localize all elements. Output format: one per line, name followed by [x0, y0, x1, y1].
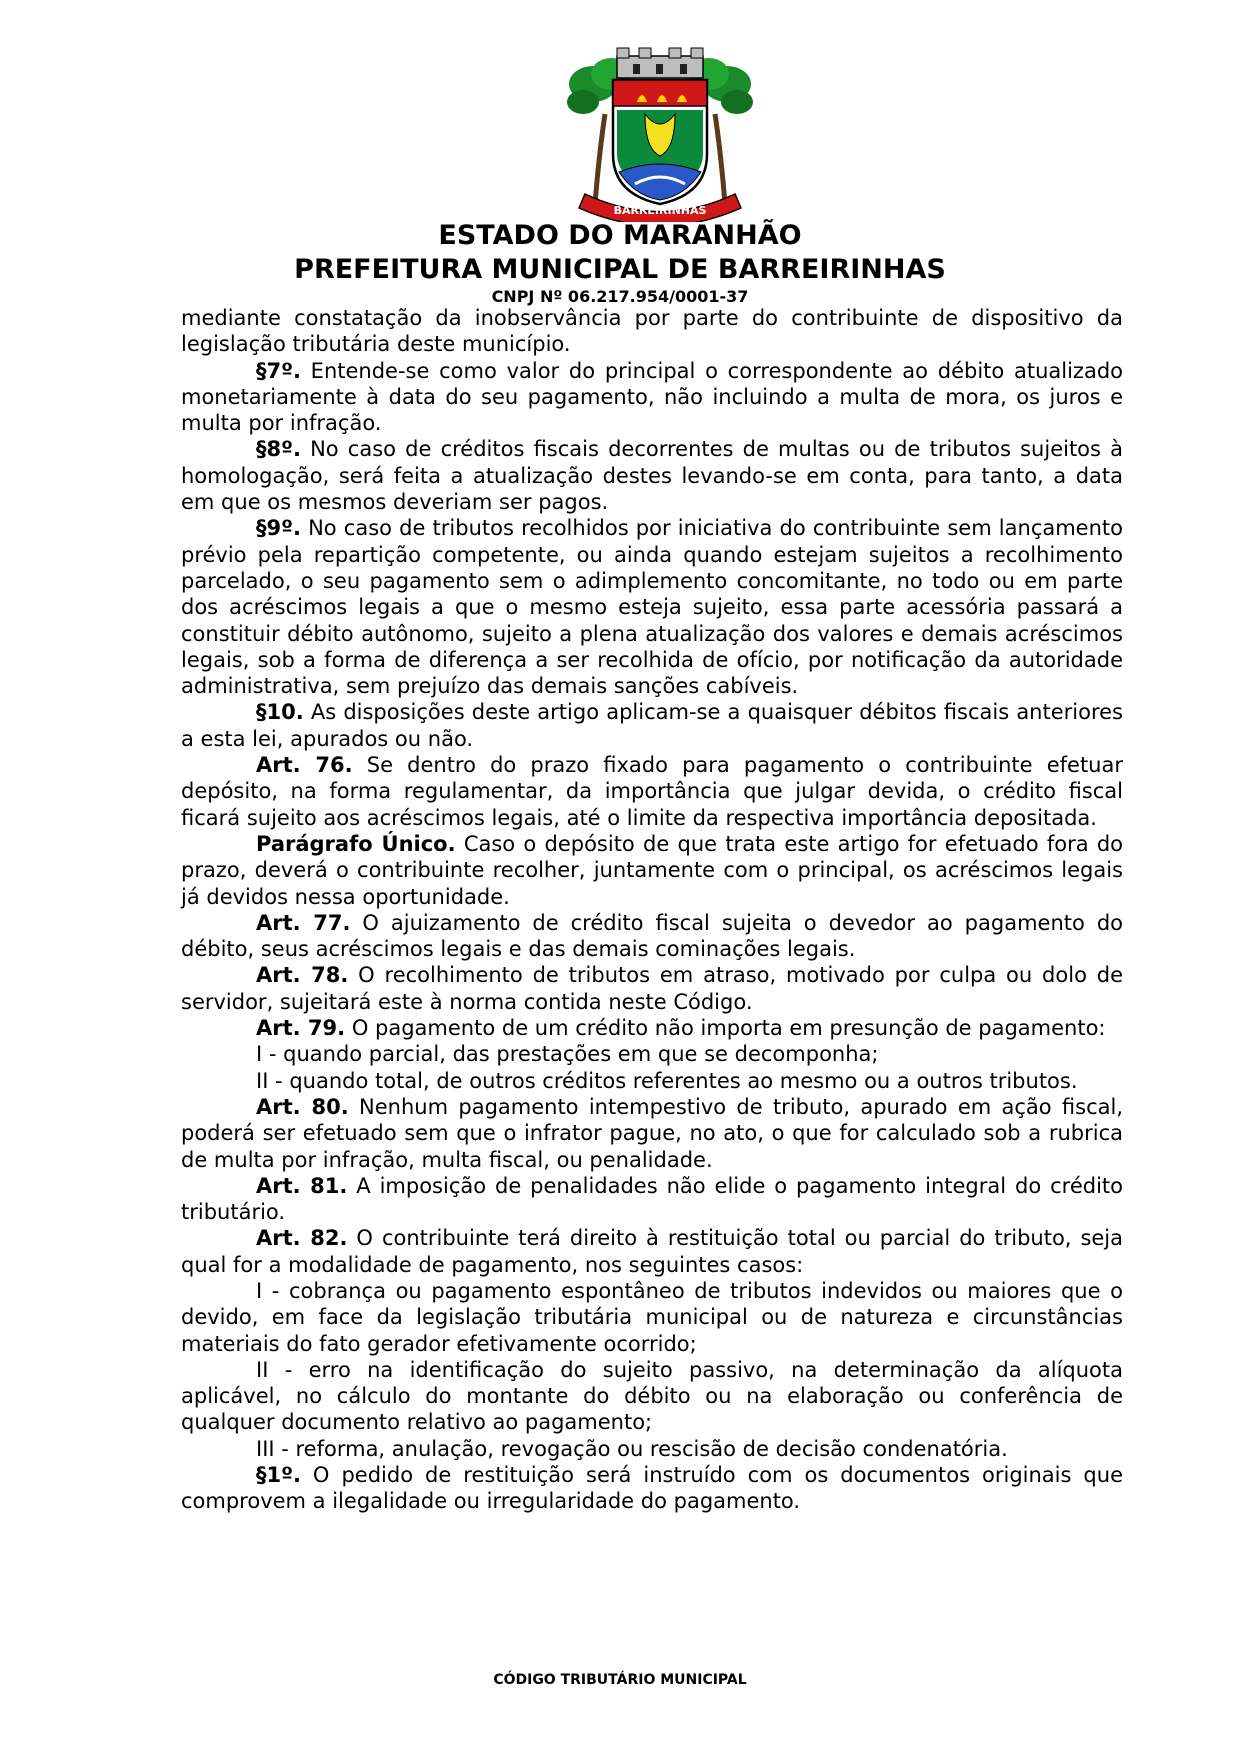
prefecture-title: PREFEITURA MUNICIPAL DE BARREIRINHAS — [294, 254, 946, 285]
paragraph-label: Art. 79. — [256, 1016, 346, 1041]
paragraph — [181, 515, 1123, 699]
paragraph — [181, 699, 1123, 752]
paragraph-label: §1º. — [256, 1463, 301, 1488]
cnpj-line: CNPJ Nº 06.217.954/0001-37 — [491, 287, 749, 306]
paragraph-text: A imposição de penalidades não elide o pagamento integral do crédito tributário. — [181, 1173, 1123, 1225]
paragraph-label: §7º. — [256, 358, 301, 383]
shield-icon — [613, 80, 707, 204]
paragraph-text: No caso de créditos fiscais decorrentes de multas ou de tributos sujeitos à homologação, será feita a atualização destes levando-se em conta, para tanto, a data em que os mesmos deveriam ser pagos. — [181, 437, 1123, 515]
paragraph — [181, 436, 1123, 515]
paragraph-label: Art. 82. — [256, 1226, 348, 1251]
paragraph-text: O recolhimento de tributos em atraso, motivado por culpa ou dolo de servidor, sujeitará este à norma contida neste Código. — [181, 963, 1124, 1014]
paragraph-label: Art. 77. — [256, 910, 351, 935]
paragraph — [181, 831, 1123, 910]
paragraph — [181, 1357, 1123, 1436]
paragraph — [181, 1462, 1123, 1515]
paragraph-text: II - quando total, de outros créditos referentes ao mesmo ou a outros tributos. — [256, 1068, 1078, 1093]
paragraph — [181, 1225, 1123, 1278]
paragraph — [181, 305, 1123, 358]
paragraph — [181, 1041, 1123, 1067]
paragraph-text: Se dentro do prazo fixado para pagamento o contribuinte efetuar depósito, na forma regulamentar, da importância que julgar devida, o crédito fiscal ficará sujeito aos acréscimos legais, até o limite da respectiva importância depositada. — [181, 753, 1123, 830]
paragraph-label: Art. 76. — [256, 753, 353, 778]
paragraph-label: §8º. — [256, 437, 301, 462]
paragraph-label: Parágrafo Único. — [256, 831, 456, 856]
paragraph — [181, 1015, 1123, 1041]
paragraph-text: I - cobrança ou pagamento espontâneo de tributos indevidos ou maiores que o devido, em face da legislação tributária municipal ou de natureza e circunstâncias materiais do fato gerador efetivamente ocorrido; — [181, 1278, 1123, 1356]
paragraph — [181, 752, 1123, 831]
paragraph-text: O contribuinte terá direito à restituição total ou parcial do tributo, seja qual for a modalidade de pagamento, nos seguintes casos: — [181, 1226, 1124, 1277]
paragraph-text: Entende-se como valor do principal o correspondente ao débito atualizado monetariamente à data do seu pagamento, não incluindo a multa de mora, os juros e multa por infração. — [181, 358, 1123, 436]
paragraph-label: Art. 81. — [256, 1173, 348, 1198]
paragraph — [181, 1068, 1123, 1094]
coat-of-arms-logo — [565, 44, 755, 222]
paragraph-text: O pagamento de um crédito não importa em presunção de pagamento: — [345, 1016, 1106, 1041]
paragraph-text: mediante constatação da inobservância por parte do contribuinte de dispositivo da legislação tributária deste município. — [181, 306, 1123, 357]
mural-crown-icon — [617, 48, 703, 78]
paragraph-text: O pedido de restituição será instruído com os documentos originais que comprovem a ilegalidade ou irregularidade do pagamento. — [181, 1463, 1123, 1514]
page-footer: CÓDIGO TRIBUTÁRIO MUNICIPAL — [493, 1672, 747, 1688]
paragraph-label: §9º. — [256, 516, 301, 541]
paragraph-label: Art. 78. — [256, 963, 349, 988]
paragraph-label: Art. 80. — [256, 1094, 349, 1119]
document-body — [181, 305, 1123, 1515]
ribbon-text: BARREIRINHAS — [613, 204, 707, 217]
paragraph-label: §10. — [256, 700, 304, 725]
paragraph-text: I - quando parcial, das prestações em que se decomponha; — [256, 1042, 879, 1067]
paragraph — [181, 1094, 1123, 1173]
paragraph-text: O ajuizamento de crédito fiscal sujeita o devedor ao pagamento do débito, seus acréscimos legais e das demais cominações legais. — [181, 910, 1123, 962]
paragraph — [181, 1278, 1123, 1357]
paragraph — [181, 962, 1123, 1015]
state-title: ESTADO DO MARANHÃO — [438, 220, 802, 251]
paragraph — [181, 1436, 1123, 1462]
paragraph-text: Caso o depósito de que trata este artigo for efetuado fora do prazo, deverá o contribuinte recolher, juntamente com o principal, os acréscimos legais já devidos nessa oportunidade. — [181, 831, 1124, 909]
paragraph-text: II - erro na identificação do sujeito passivo, na determinação da alíquota aplicável, no cálculo do montante do débito ou na elaboração ou conferência de qualquer documento relativo ao pagamento; — [181, 1357, 1123, 1435]
paragraph-text: No caso de tributos recolhidos por iniciativa do contribuinte sem lançamento prévio pela repartição competente, ou ainda quando estejam sujeitos a recolhimento parcelado, o seu pagamento sem o adimplemento concomitante, no todo ou em parte dos acréscimos legais a que o mesmo esteja sujeito, essa parte acessória passará a constituir débito autônomo, sujeito a plena atualização dos valores e demais acréscimos legais, sob a forma de diferença a ser recolhida de ofício, por notificação da autoridade administrativa, sem prejuízo das demais sanções cabíveis. — [181, 516, 1123, 699]
paragraph-text: As disposições deste artigo aplicam-se a quaisquer débitos fiscais anteriores a esta lei, apurados ou não. — [181, 700, 1123, 751]
paragraph — [181, 1173, 1123, 1226]
paragraph-text: Nenhum pagamento intempestivo de tributo, apurado em ação fiscal, poderá ser efetuado sem que o infrator pague, no ato, o que for calculado sob a rubrica de multa por infração, multa fiscal, ou penalidade. — [181, 1094, 1124, 1172]
paragraph — [181, 358, 1123, 437]
paragraph — [181, 910, 1123, 963]
paragraph-text: III - reforma, anulação, revogação ou rescisão de decisão condenatória. — [256, 1436, 1008, 1461]
